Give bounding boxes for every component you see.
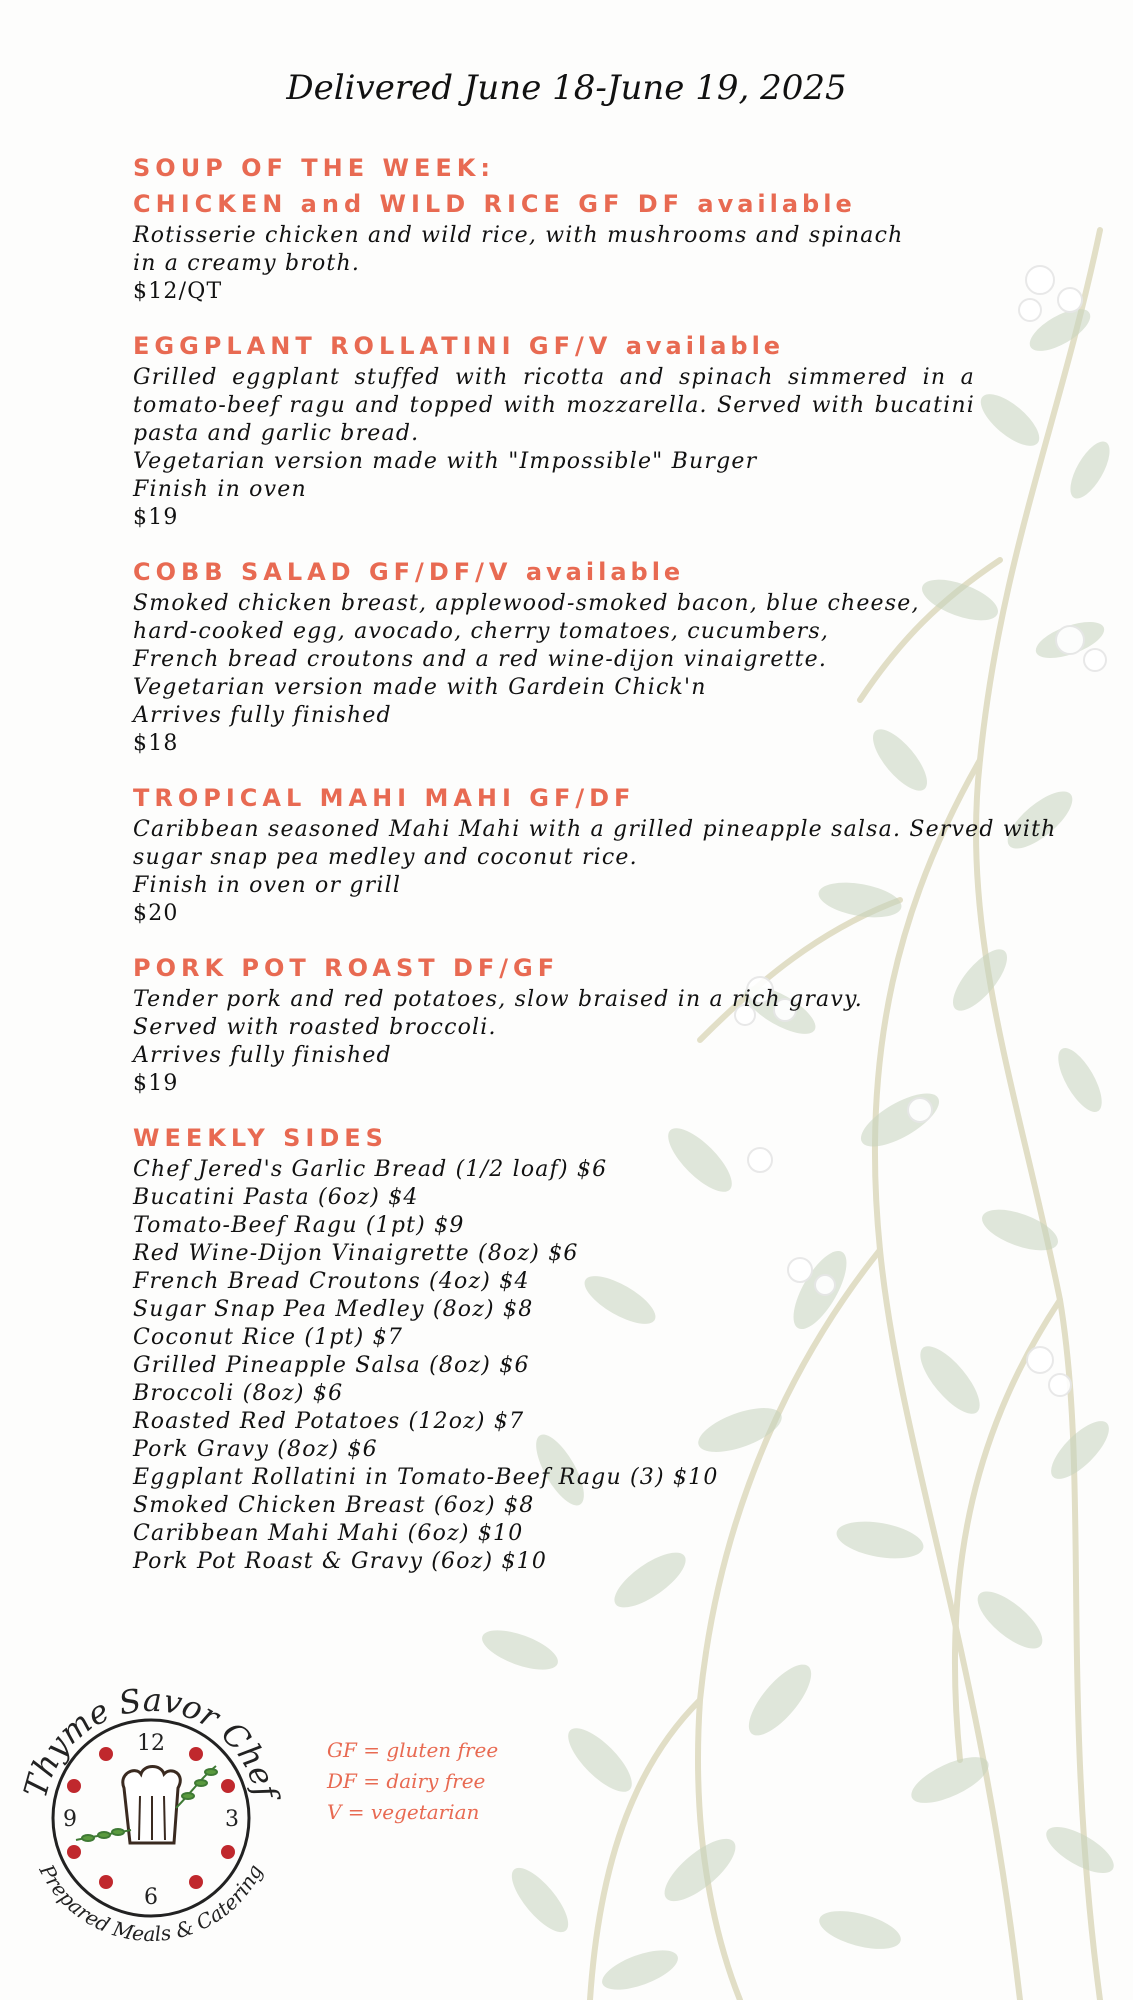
cobb-section xyxy=(133,554,1063,758)
legend-v: V = vegetarian xyxy=(327,1800,480,1824)
side-item: Caribbean Mahi Mahi (6oz) $10 xyxy=(133,1521,524,1546)
pork-note-finish: Arrives fully finished xyxy=(133,1043,392,1068)
cobb-title-name: COBB SALAD GF/DF/V xyxy=(133,558,513,586)
clock-3: 3 xyxy=(225,1807,239,1832)
side-item: Red Wine-Dijon Vinaigrette (8oz) $6 xyxy=(133,1241,579,1266)
logo-brand-top: Thyme Savor Chef xyxy=(16,1680,286,1802)
side-item: Grilled Pineapple Salsa (8oz) $6 xyxy=(133,1353,530,1378)
diet-legend xyxy=(327,1735,498,1828)
cobb-title xyxy=(133,554,1063,590)
eggplant-title-available: available xyxy=(625,332,785,360)
weekly-sides-section xyxy=(133,1120,1063,1576)
eggplant-section xyxy=(133,328,1063,532)
pork-desc-line2: Served with roasted broccoli. xyxy=(133,1015,497,1040)
side-item: Sugar Snap Pea Medley (8oz) $8 xyxy=(133,1297,534,1322)
side-item: Broccoli (8oz) $6 xyxy=(133,1381,344,1406)
clock-9: 9 xyxy=(63,1807,77,1832)
cobb-desc-line1: Smoked chicken breast, applewood-smoked bacon, blue cheese, xyxy=(133,591,920,616)
logo-brand-bottom: Prepared Meals & Catering xyxy=(34,1860,268,1947)
cobb-price: $18 xyxy=(133,731,179,756)
mahi-note-finish: Finish in oven or grill xyxy=(133,873,402,898)
cobb-desc-line3: French bread croutons and a red wine-dijon vinaigrette. xyxy=(133,647,828,672)
thyme-savor-chef-logo xyxy=(6,1668,296,1958)
eggplant-note-finish: Finish in oven xyxy=(133,477,307,502)
soup-title-name: CHICKEN and WILD RICE GF DF xyxy=(133,190,685,218)
eggplant-price: $19 xyxy=(133,505,179,530)
menu-content xyxy=(133,150,1063,1598)
chef-hat-icon xyxy=(123,1767,180,1844)
mahi-desc-line2: sugar snap pea medley and coconut rice. xyxy=(133,845,638,870)
side-item: French Bread Croutons (4oz) $4 xyxy=(133,1269,530,1294)
eggplant-desc: Grilled eggplant stuffed with ricotta and spinach simmered in a tomato-beef ragu and topped with mozzarella. Served with bucatini pasta and garlic bread. xyxy=(133,365,975,446)
side-item: Bucatini Pasta (6oz) $4 xyxy=(133,1185,419,1210)
soup-title-line2 xyxy=(133,186,1063,222)
side-item: Pork Pot Roast & Gravy (6oz) $10 xyxy=(133,1549,548,1574)
clock-12: 12 xyxy=(137,1731,165,1756)
delivery-date-heading: Delivered June 18-June 19, 2025 xyxy=(286,68,847,108)
pork-title: PORK POT ROAST DF/GF xyxy=(133,954,560,982)
eggplant-note-vegetarian: Vegetarian version made with "Impossible" Burger xyxy=(133,449,758,474)
sides-title: WEEKLY SIDES xyxy=(133,1124,388,1152)
side-item: Chef Jered's Garlic Bread (1/2 loaf) $6 xyxy=(133,1157,608,1182)
mahi-section xyxy=(133,780,1063,928)
side-item: Tomato-Beef Ragu (1pt) $9 xyxy=(133,1213,465,1238)
soup-price: $12/QT xyxy=(133,279,223,304)
legend-df: DF = dairy free xyxy=(327,1769,486,1793)
cobb-desc-line2: hard-cooked egg, avocado, cherry tomatoes, cucumbers, xyxy=(133,619,830,644)
pork-price: $19 xyxy=(133,1071,179,1096)
side-item: Roasted Red Potatoes (12oz) $7 xyxy=(133,1409,525,1434)
mahi-price: $20 xyxy=(133,901,179,926)
legend-gf: GF = gluten free xyxy=(327,1738,499,1762)
soup-desc-line2: in a creamy broth. xyxy=(133,251,361,276)
pork-section xyxy=(133,950,1063,1098)
cobb-note-finish: Arrives fully finished xyxy=(133,703,392,728)
cobb-note-vegetarian: Vegetarian version made with Gardein Chick'n xyxy=(133,675,707,700)
soup-section xyxy=(133,150,1063,306)
eggplant-title xyxy=(133,328,1063,364)
pork-desc-line1: Tender pork and red potatoes, slow braised in a rich gravy. xyxy=(133,987,863,1012)
soup-title-line1: SOUP OF THE WEEK: xyxy=(133,154,495,182)
side-item: Smoked Chicken Breast (6oz) $8 xyxy=(133,1493,535,1518)
soup-desc-line1: Rotisserie chicken and wild rice, with mushrooms and spinach xyxy=(133,223,904,248)
mahi-desc-line1: Caribbean seasoned Mahi Mahi with a grilled pineapple salsa. Served with xyxy=(133,817,1057,842)
soup-title-available: available xyxy=(697,190,856,218)
side-item: Coconut Rice (1pt) $7 xyxy=(133,1325,404,1350)
side-item: Eggplant Rollatini in Tomato-Beef Ragu (3) $10 xyxy=(133,1465,719,1490)
mahi-title: TROPICAL MAHI MAHI GF/DF xyxy=(133,784,636,812)
clock-6: 6 xyxy=(144,1885,158,1910)
eggplant-title-name: EGGPLANT ROLLATINI GF/V xyxy=(133,332,613,360)
side-item: Pork Gravy (8oz) $6 xyxy=(133,1437,378,1462)
cobb-title-available: available xyxy=(525,558,685,586)
